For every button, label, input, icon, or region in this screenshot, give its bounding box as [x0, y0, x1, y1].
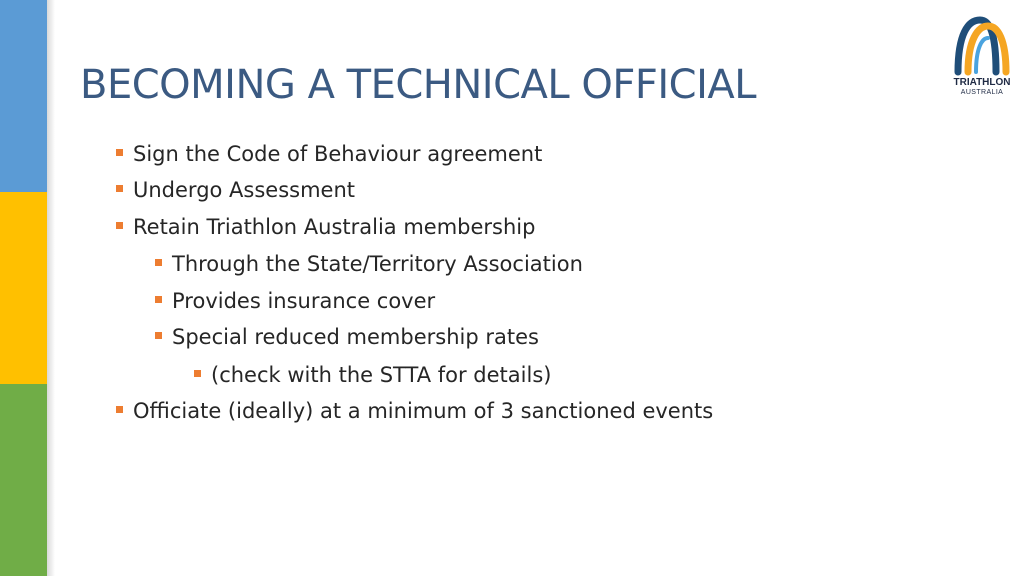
bullet-marker-icon [116, 222, 123, 229]
bullet-marker-icon [116, 185, 123, 192]
bullet-item [116, 214, 535, 240]
bullet-marker-icon [155, 259, 162, 266]
bullet-marker-icon [194, 370, 201, 377]
bullet-text: Officiate (ideally) at a minimum of 3 sanctioned events [133, 399, 714, 423]
logo-name: TRIATHLON [953, 77, 1011, 88]
bullet-item [116, 177, 355, 203]
bullet-item [155, 324, 539, 350]
bullet-text: (check with the STTA for details) [211, 363, 552, 387]
bullet-marker-icon [155, 296, 162, 303]
bullet-item [155, 251, 583, 277]
bullet-marker-icon [116, 406, 123, 413]
bullet-text: Undergo Assessment [133, 178, 356, 202]
bullet-item [116, 141, 542, 167]
logo-subtitle: AUSTRALIA [960, 89, 1004, 96]
bullet-text: Retain Triathlon Australia membership [133, 215, 536, 239]
bullet-text: Special reduced membership rates [172, 325, 539, 349]
side-bar-green-segment [0, 384, 47, 576]
triathlon-arches-icon [952, 14, 1012, 76]
side-bar-blue-segment [0, 0, 47, 192]
bullet-text: Through the State/Territory Association [172, 252, 583, 276]
bullet-item [194, 362, 551, 388]
bullet-item [155, 288, 435, 314]
bullet-marker-icon [116, 149, 123, 156]
bullet-text: Sign the Code of Behaviour agreement [133, 142, 543, 166]
triathlon-australia-logo [944, 14, 1020, 104]
bullet-text: Provides insurance cover [172, 289, 436, 313]
side-color-bar [0, 0, 47, 576]
bullet-item [116, 398, 713, 424]
bullet-marker-icon [155, 332, 162, 339]
side-bar-shadow [47, 0, 55, 576]
slide-title: BECOMING A TECHNICAL OFFICIAL [80, 62, 757, 108]
side-bar-yellow-segment [0, 192, 47, 384]
